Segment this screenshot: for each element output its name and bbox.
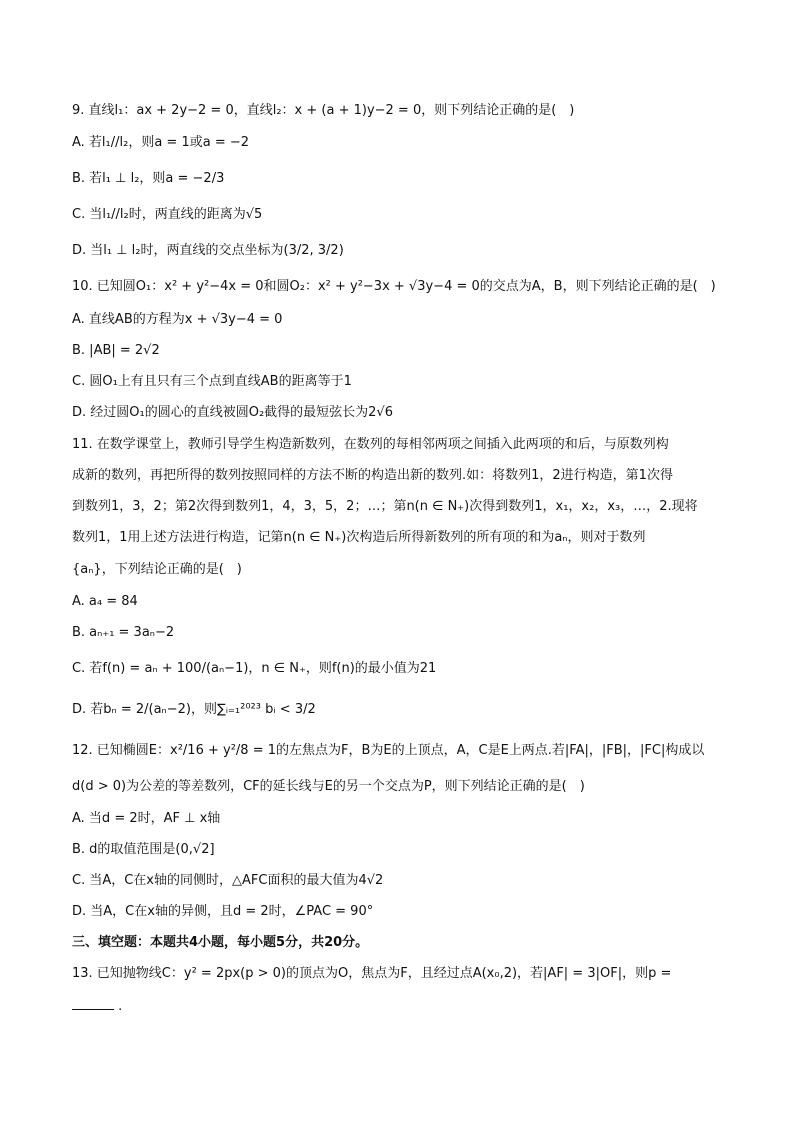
section-heading: 三、填空题：本题共4小题，每小题5分，共20分。 — [72, 935, 369, 950]
q10-option-b: B. |AB| = 2√2 — [72, 343, 160, 358]
q11-option-b: B. aₙ₊₁ = 3aₙ−2 — [72, 625, 175, 640]
q11-option-a: A. a₄ = 84 — [72, 594, 138, 609]
q11-stem-line: 成新的数列，再把所得的数列按照同样的方法不断的构造出新的数列.如：将数列1，2进行构造，第1次得 — [72, 468, 673, 483]
q12-option-b: B. d的取值范围是(0,√2] — [72, 842, 215, 857]
q12-option-a: A. 当d = 2时，AF ⊥ x轴 — [72, 811, 221, 826]
q9-option-a: A. 若l₁//l₂，则a = 1或a = −2 — [72, 135, 250, 150]
q10-option-a: A. 直线AB的方程为x + √3y−4 = 0 — [72, 312, 283, 327]
q11-stem-line: 11. 在数学课堂上，教师引导学生构造新数列，在数列的每相邻两项之间插入此两项的和后，与原数列构 — [72, 437, 669, 452]
q13-stem: 13. 已知抛物线C：y² = 2px(p > 0)的顶点为O，焦点为F，且经过点A(x₀,2)，若|AF| = 3|OF|，则p = — [72, 966, 672, 981]
q12-option-d: D. 当A，C在x轴的异侧，且d = 2时，∠PAC = 90° — [72, 904, 374, 919]
q12-option-c: C. 当A，C在x轴的同侧时，△AFC面积的最大值为4√2 — [72, 873, 384, 888]
q12-stem-line: 12. 已知椭圆E：x²/16 + y²/8 = 1的左焦点为F，B为E的上顶点，A，C是E上两点.若|FA|，|FB|，|FC|构成以 — [72, 743, 705, 758]
q9-option-d: D. 当l₁ ⊥ l₂时，两直线的交点坐标为(3/2, 3/2) — [72, 243, 344, 258]
q10-stem: 10. 已知圆O₁：x² + y²−4x = 0和圆O₂：x² + y²−3x + √3y−4 = 0的交点为A，B，则下列结论正确的是( ) — [72, 279, 716, 294]
q13-period: . — [118, 999, 123, 1014]
q11-option-d: D. 若bₙ = 2/(aₙ−2)，则∑ᵢ₌₁²⁰²³ bᵢ < 3/2 — [72, 702, 316, 717]
q12-stem-line: d(d > 0)为公差的等差数列，CF的延长线与E的另一个交点为P，则下列结论正确的是( ) — [72, 779, 585, 794]
q11-option-c: C. 若f(n) = aₙ + 100/(aₙ−1)，n ∈ N₊，则f(n)的最小值为21 — [72, 661, 437, 676]
answer-blank[interactable] — [72, 997, 114, 1010]
q10-option-c: C. 圆O₁上有且只有三个点到直线AB的距离等于1 — [72, 374, 352, 389]
q9-option-b: B. 若l₁ ⊥ l₂，则a = −2/3 — [72, 171, 225, 186]
q9-option-c: C. 当l₁//l₂时，两直线的距离为√5 — [72, 207, 263, 222]
q9-stem: 9. 直线l₁：ax + 2y−2 = 0，直线l₂：x + (a + 1)y−2 = 0，则下列结论正确的是( ) — [72, 103, 575, 118]
q13-answer-line — [72, 997, 122, 1016]
q10-option-d: D. 经过圆O₁的圆心的直线被圆O₂截得的最短弦长为2√6 — [72, 405, 393, 420]
q11-stem-line: 数列1，1用上述方法进行构造，记第n(n ∈ N₊)次构造后所得新数列的所有项的和为aₙ，则对于数列 — [72, 530, 646, 545]
q11-stem-line: 到数列1，3，2；第2次得到数列1，4，3，5，2；…；第n(n ∈ N₊)次得到数列1，x₁，x₂，x₃，…，2.现将 — [72, 499, 698, 514]
q11-stem-line: {aₙ}，下列结论正确的是( ) — [72, 562, 242, 577]
